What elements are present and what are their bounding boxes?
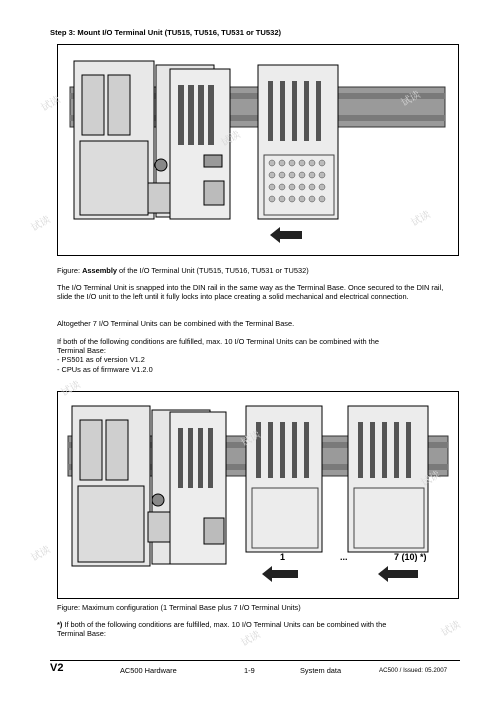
- figure-max-configuration: [57, 391, 459, 599]
- watermark: 试读: [219, 129, 243, 149]
- footer-issue: AC500 / Issued: 05.2007: [379, 667, 448, 674]
- footnote-marker: *): [57, 620, 63, 629]
- watermark: 试读: [419, 469, 443, 489]
- watermark: 试读: [239, 429, 263, 449]
- watermark: 试读: [239, 629, 263, 649]
- slide-left-arrow-icon: [262, 566, 298, 582]
- ellipsis-label: ...: [340, 552, 348, 562]
- figure1-caption: Figure: Assembly of the I/O Terminal Unit (TU515, TU516, TU531 or TU532): [57, 266, 309, 275]
- first-unit-label: 1: [280, 552, 286, 562]
- page-heading: Step 3: Mount I/O Terminal Unit (TU515, TU516, TU531 or TU532): [50, 28, 282, 37]
- footer-section: System data: [300, 666, 342, 675]
- paragraph-snap-in: The I/O Terminal Unit is snapped into the DIN rail in the same way as the Terminal Base. Once secured to the DIN rail, slide the I/O unit to the left until it fully locks into place creating a solid mechanical and electrical connection.: [57, 283, 444, 302]
- condition-line: Terminal Base:: [57, 346, 106, 356]
- footnote: *) If both of the following conditions are fulfilled, max. 10 I/O Terminal Units can be combined with the Terminal Base:: [57, 620, 387, 639]
- paragraph-conditions: [57, 337, 455, 374]
- footer-divider: [50, 660, 460, 661]
- condition-line: If both of the following conditions are fulfilled, max. 10 I/O Terminal Units can be combined with the: [57, 337, 379, 346]
- watermark: 试读: [399, 89, 423, 109]
- condition-line: - CPUs as of firmware V1.2.0: [57, 364, 153, 374]
- watermark: 试读: [59, 379, 83, 399]
- last-unit-label: 7 (10) *): [394, 552, 427, 562]
- figure2-caption: Figure: Maximum configuration (1 Terminal Base plus 7 I/O Terminal Units): [57, 603, 301, 612]
- watermark: 试读: [409, 209, 433, 229]
- watermark: 试读: [39, 94, 63, 114]
- footer-version: V2: [50, 662, 64, 674]
- condition-line: - PS501 as of version V1.2: [57, 355, 145, 365]
- watermark: 试读: [439, 619, 463, 639]
- figure-assembly: [57, 44, 459, 256]
- slide-left-arrow-icon: [270, 227, 302, 243]
- slide-left-arrow-icon: [378, 566, 418, 582]
- max-configuration-drawing: [58, 392, 458, 598]
- terminal-base-assembly-drawing: [58, 45, 458, 255]
- footer-page-number: 1-9: [244, 666, 255, 675]
- watermark: 试读: [29, 214, 53, 234]
- watermark: 试读: [29, 544, 53, 564]
- paragraph-max-units: Altogether 7 I/O Terminal Units can be combined with the Terminal Base.: [57, 319, 295, 328]
- footer-product: AC500 Hardware: [120, 666, 177, 675]
